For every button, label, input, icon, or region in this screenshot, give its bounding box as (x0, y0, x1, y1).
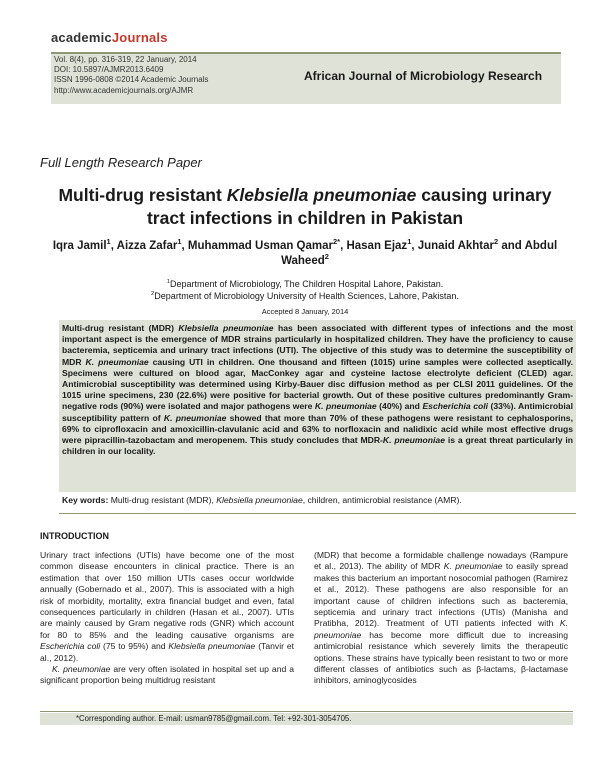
author-and: and (501, 240, 522, 252)
keywords-list (108, 495, 461, 505)
body-run: Urinary tract infections (UTIs) have become one of the most common disease encounters in clinical practice. There is an estimation that over 150 million UTIs cases occur worldwide annually (Gobernado et al., 2007). This is associated with a high risk of morbidity, mortality, extra financial budget and even, fatal consequences particularly in children (Hasan et al., 2007). UTIs are mainly caused by Gram negative rods (GNR) which account for 80 to 85% and the leading causative organisms are (40, 550, 294, 640)
section-title-introduction: INTRODUCTION (40, 531, 109, 541)
keyword-run: Multi-drug resistant (MDR), (108, 495, 217, 505)
author-name: Junaid Akhtar (417, 240, 494, 252)
title-part2: causing urinary tract infections in children in Pakistan (146, 185, 552, 228)
author-affiliation-mark: 1 (106, 237, 111, 247)
citation-info (54, 55, 208, 96)
abstract-run: has been associated with different types of infections and the most important aspect is the emergence of MDR strains particularly in hospitalized children. They have the proficiency to cause bacteremia, septicemia and urinary tract infections (UTI). The objective of this study was to determine the susceptibility of MDR (62, 323, 573, 367)
author-affiliation-mark: 2* (333, 237, 341, 247)
affiliation-line (40, 290, 570, 302)
author-affiliation-mark: 1 (407, 237, 412, 247)
keywords-label: Key words: (62, 495, 109, 505)
italic-term: Escherichia coli (40, 641, 101, 652)
italic-term: Escherichia coli (422, 401, 489, 412)
body-run: (Tanvir et al., 2012). (40, 641, 294, 663)
title-part1: Multi-drug resistant (58, 185, 227, 205)
journal-name: African Journal of Microbiology Research (304, 69, 543, 83)
body-run: (75 to 95%) and (100, 641, 169, 652)
italic-term: K. pneumoniae (85, 356, 149, 367)
title-organism: Klebsiella pneumoniae (226, 185, 417, 205)
italic-term: Klebsiella pneumoniae (168, 641, 256, 652)
body-column-left (40, 550, 294, 687)
affiliations (40, 278, 570, 302)
accepted-date: Accepted 8 January, 2014 (261, 307, 349, 316)
abstract-run: showed that more than 70% of these pathogens were resistant to cephalosporins, 69% to ciprofloxacin and amoxicillin-clavulanic acid and 63% to norfloxacin and nalidixic acid while most effective drugs were pipracillin-tazobactam and meropenem. This study concludes that MDR- (62, 412, 573, 446)
paper-title (40, 184, 570, 230)
corresponding-author-footnote: *Corresponding author. E-mail: usman9785@gmail.com. Tel: +92-301-3054705. (76, 714, 352, 723)
abstract-run: causing UTI in children. One thousand and fifteen (1015) urine samples were collected aseptically. Specimens were cultured on blood agar, MacConkey agar and cysteine lactose electrolyte deficient (CLED) agar. Antimicrobial susceptibility was determined using Kirby-Bauer disc diffusion method as per CLSI 2011 guidelines. Of the 1015 urine specimens, 230 (22.6%) were positive for bacterial growth. Out of these positive cultures predominantly Gram-negative rods (90%) were isolated and major pathogens were (62, 356, 573, 412)
body-column-right (314, 550, 568, 687)
author-affiliation-mark: 2 (324, 252, 329, 262)
issn-line: ISSN 1996-0808 ©2014 Academic Journals (54, 75, 209, 85)
abstract-run: Multi-drug resistant (MDR) (62, 323, 179, 333)
keyword-run: , children, antimicrobial resistance (AMR). (302, 495, 462, 505)
affiliation-line (40, 278, 570, 290)
author-name: Abdul Waheed (281, 240, 558, 267)
body-paragraph (314, 550, 568, 687)
italic-term: K. pneumoniae (163, 412, 227, 423)
italic-term: K. pneumoniae (314, 618, 568, 640)
body-paragraph (40, 664, 294, 687)
abstract-run: (33%). Antimicrobial susceptibility pattern of (62, 401, 573, 423)
keywords-rule (59, 513, 576, 514)
author-list: Iqra Jamil$^1$, Aizza Zafar$^1$, Muhammad Usman Qamar$^{2*}$, Hasan Ejaz$^1$, Junaid Akhtar$^2$ and Abdul Waheed$^2$ (52, 237, 558, 267)
italic-term: K. pneumoniae (443, 561, 503, 572)
logo-academic: academic (51, 30, 112, 45)
body-run: has become more difficult due to increasing antimicrobial resistance which severely limits the therapeutic options. These strains have typically been resistant to two or more different classes of antibiotics such as β-lactams, β-lactamase inhibitors, aminoglycosides (314, 629, 568, 686)
paper-type: Full Length Research Paper (40, 155, 202, 170)
author-affiliation-mark: 2 (494, 237, 499, 247)
publisher-logo (51, 30, 168, 45)
author-name: Muhammad Usman Qamar (187, 240, 333, 252)
journal-url[interactable]: http://www.academicjournals.org/AJMR (54, 85, 194, 95)
affiliation-mark: 2 (151, 291, 155, 297)
body-run: (MDR) that become a formidable challenge nowadays (Rampure et al., 2013). The ability of MDR (314, 550, 568, 572)
author-name: Iqra Jamil (52, 240, 107, 252)
author-name: Hasan Ejaz (346, 240, 408, 252)
body-run: are very often isolated in hospital set up and a significant proportion being multidrug resistant (40, 664, 295, 686)
abstract-run: is a great threat particularly in children in our locality. (62, 435, 573, 457)
author-name: Aizza Zafar (116, 240, 178, 252)
italic-term: K. pneumoniae (314, 401, 377, 412)
affiliation-text: Department of Microbiology University of Health Sciences, Lahore, Pakistan. (154, 291, 459, 301)
logo-journals: Journals (111, 30, 168, 45)
italic-term: Klebsiella pneumoniae (216, 495, 303, 505)
italic-term: Klebsiella pneumoniae (178, 323, 274, 333)
body-paragraph (40, 550, 294, 664)
abstract-run: (40%) and (376, 401, 423, 412)
author-affiliation-mark: 1 (177, 237, 182, 247)
affiliation-text: Department of Microbiology, The Children Hospital Lahore, Pakistan. (169, 279, 444, 289)
abstract-text (62, 323, 573, 457)
italic-term: K. pneumoniae (52, 664, 111, 675)
body-run: to easily spread makes this bacterium an important nosocomial pathogen (Ramirez et al., 2012). These pathogens are also responsible for an important cause of children infections such as bacteremia, septicemia and urinary tract infections (UTIs) (Manisha and Pratibha, 2012). Treatment of UTI patients infected with (314, 561, 569, 629)
italic-term: K. pneumoniae (382, 435, 445, 446)
keywords (62, 495, 573, 506)
footnote-rule (40, 711, 573, 712)
volume-line: Vol. 8(4), pp. 316-319, 22 January, 2014 (54, 55, 197, 64)
doi-line: DOI: 10.5897/AJMR2013.6409 (54, 65, 164, 75)
affiliation-mark: 1 (166, 279, 170, 285)
